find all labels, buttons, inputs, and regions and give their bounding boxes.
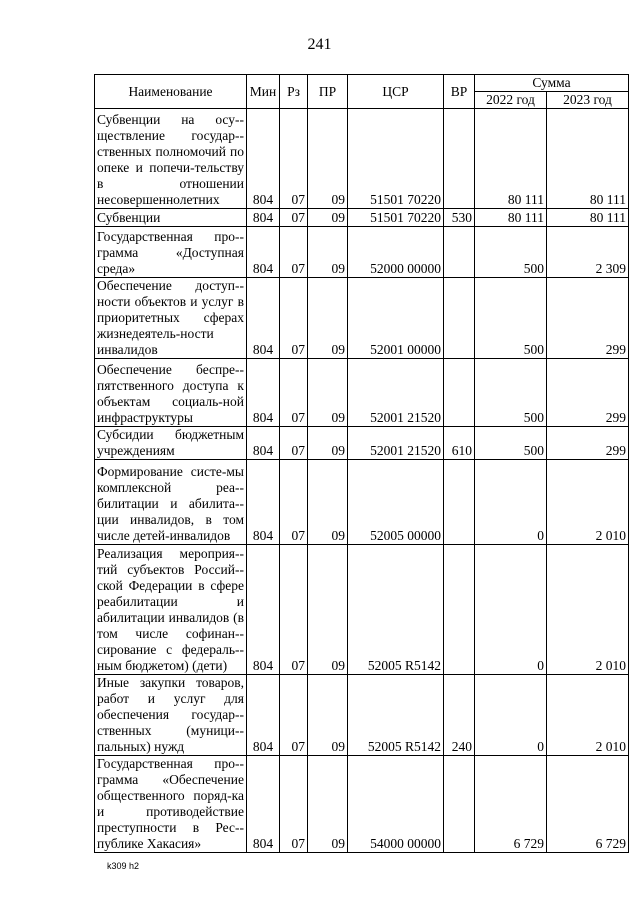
header-rz: Рз	[280, 75, 308, 109]
cell-min: 804	[247, 109, 280, 209]
cell-rz: 07	[280, 109, 308, 209]
cell-min: 804	[247, 675, 280, 756]
cell-csr: 52005 00000	[348, 460, 444, 545]
cell-name: Субсидии бюджетным учреждениям	[95, 427, 247, 460]
cell-csr: 52000 00000	[348, 227, 444, 278]
cell-csr: 52005 R5142	[348, 675, 444, 756]
cell-min: 804	[247, 359, 280, 427]
header-csr: ЦСР	[348, 75, 444, 109]
budget-table	[94, 74, 629, 853]
cell-2023: 6 729	[547, 756, 629, 853]
cell-name: Обеспечение доступ-ности объектов и услуг в приоритетных сферах жизнедеятель-ности инвалидов	[95, 278, 247, 359]
cell-pr: 09	[308, 227, 348, 278]
cell-min: 804	[247, 227, 280, 278]
cell-2023: 80 111	[547, 109, 629, 209]
table-row	[95, 427, 629, 460]
cell-csr: 54000 00000	[348, 756, 444, 853]
cell-min: 804	[247, 427, 280, 460]
cell-csr: 52005 R5142	[348, 545, 444, 675]
header-name: Наименование	[95, 75, 247, 109]
page-number: 241	[307, 36, 332, 53]
table-row	[95, 545, 629, 675]
cell-min: 804	[247, 460, 280, 545]
table-row	[95, 109, 629, 209]
cell-2023: 299	[547, 359, 629, 427]
cell-name: Государственная про-грамма «Обеспечение общественного поряд-ка и противодействие преступности в Рес-публике Хакасия»	[95, 756, 247, 853]
cell-pr: 09	[308, 209, 348, 227]
cell-min: 804	[247, 278, 280, 359]
cell-vr: 610	[444, 427, 475, 460]
table-row	[95, 756, 629, 853]
cell-rz: 07	[280, 427, 308, 460]
cell-2022: 80 111	[475, 109, 547, 209]
cell-rz: 07	[280, 278, 308, 359]
cell-name: Формирование систе-мы комплексной реа-билитации и абилита-ции инвалидов, в том числе детей-инвалидов	[95, 460, 247, 545]
header-2023: 2023 год	[547, 92, 629, 109]
cell-2022: 500	[475, 278, 547, 359]
cell-rz: 07	[280, 359, 308, 427]
cell-csr: 52001 00000	[348, 278, 444, 359]
cell-vr	[444, 756, 475, 853]
cell-2022: 500	[475, 427, 547, 460]
cell-vr	[444, 278, 475, 359]
cell-name: Реализация мероприя-тий субъектов Россий-ской Федерации в сфере реабилитации и абилитации инвалидов (в том числе софинан-сирование с федераль-ным бюджетом) (дети)	[95, 545, 247, 675]
cell-vr	[444, 359, 475, 427]
table-row	[95, 227, 629, 278]
cell-pr: 09	[308, 278, 348, 359]
cell-2023: 2 010	[547, 545, 629, 675]
cell-pr: 09	[308, 109, 348, 209]
cell-2022: 0	[475, 460, 547, 545]
cell-rz: 07	[280, 545, 308, 675]
cell-pr: 09	[308, 675, 348, 756]
footer-code: k309 h2	[107, 861, 140, 871]
cell-2022: 0	[475, 545, 547, 675]
header-vr: ВР	[444, 75, 475, 109]
cell-pr: 09	[308, 359, 348, 427]
cell-2022: 0	[475, 675, 547, 756]
cell-vr	[444, 227, 475, 278]
cell-rz: 07	[280, 460, 308, 545]
cell-rz: 07	[280, 756, 308, 853]
cell-2023: 80 111	[547, 209, 629, 227]
cell-min: 804	[247, 209, 280, 227]
table-row	[95, 675, 629, 756]
cell-name: Иные закупки товаров, работ и услуг для обеспечения государ-ственных (муници-пальных) нужд	[95, 675, 247, 756]
cell-min: 804	[247, 756, 280, 853]
cell-vr: 530	[444, 209, 475, 227]
cell-pr: 09	[308, 756, 348, 853]
header-pr: ПР	[308, 75, 348, 109]
header-2022: 2022 год	[475, 92, 547, 109]
cell-2023: 2 309	[547, 227, 629, 278]
cell-vr: 240	[444, 675, 475, 756]
cell-csr: 52001 21520	[348, 427, 444, 460]
cell-vr	[444, 545, 475, 675]
table-body	[95, 109, 629, 853]
cell-2023: 2 010	[547, 675, 629, 756]
cell-rz: 07	[280, 227, 308, 278]
cell-rz: 07	[280, 209, 308, 227]
cell-2022: 80 111	[475, 209, 547, 227]
header-min: Мин	[247, 75, 280, 109]
table-row	[95, 359, 629, 427]
cell-csr: 51501 70220	[348, 209, 444, 227]
cell-2022: 500	[475, 359, 547, 427]
cell-rz: 07	[280, 675, 308, 756]
cell-min: 804	[247, 545, 280, 675]
cell-pr: 09	[308, 460, 348, 545]
table-row	[95, 209, 629, 227]
cell-name: Обеспечение беспре-пятственного доступа к объектам социаль-ной инфраструктуры	[95, 359, 247, 427]
cell-vr	[444, 460, 475, 545]
cell-name: Субвенции на осу-ществление государ-ственных полномочий по опеке и попечи-тельству в отношении несовершеннолетних	[95, 109, 247, 209]
cell-name: Государственная про-грамма «Доступная среда»	[95, 227, 247, 278]
cell-2022: 500	[475, 227, 547, 278]
cell-pr: 09	[308, 545, 348, 675]
table-row	[95, 278, 629, 359]
cell-vr	[444, 109, 475, 209]
cell-2023: 299	[547, 427, 629, 460]
cell-2023: 2 010	[547, 460, 629, 545]
cell-name: Субвенции	[95, 209, 247, 227]
cell-csr: 51501 70220	[348, 109, 444, 209]
cell-2023: 299	[547, 278, 629, 359]
table-row	[95, 460, 629, 545]
cell-pr: 09	[308, 427, 348, 460]
cell-csr: 52001 21520	[348, 359, 444, 427]
header-sum: Сумма	[475, 75, 629, 92]
cell-2022: 6 729	[475, 756, 547, 853]
